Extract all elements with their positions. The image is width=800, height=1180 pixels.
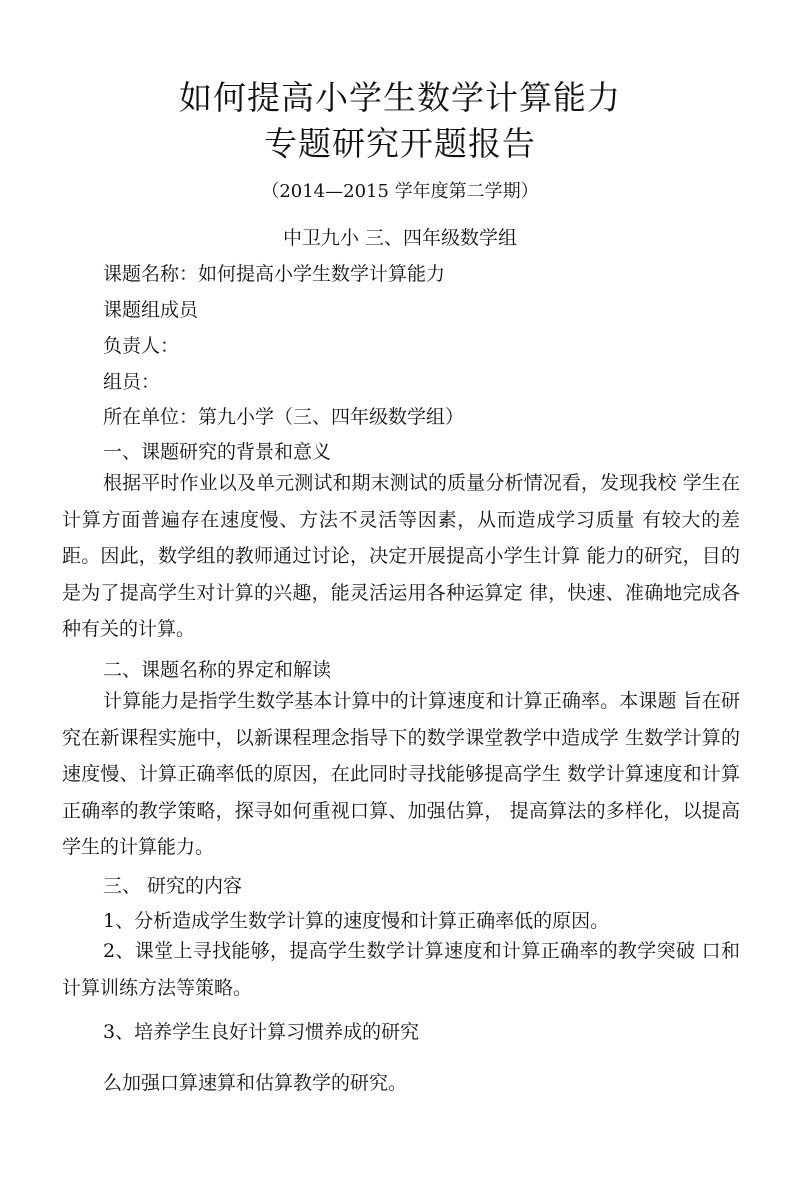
members-field: 组员： (103, 371, 161, 393)
research-group: 中卫九小 三、四年级数学组 (282, 227, 518, 249)
leader-field: 负责人： (103, 335, 180, 357)
section-1-body: 根据平时作业以及单元测试和期末测试的质量分析情况看，发现我校 学生在计算方面普遍存在速度慢、方法不灵活等因素，从而造成学习质量 有较大的差距。因此，数学组的教师通过讨论，决定开展提高小学生计算 能力的研究，目的是为了提高学生对计算的兴趣，能灵活运用各种运算定 律，快速、准确地完成各种有关的计算。 (62, 472, 740, 640)
section-1-heading: 一、课题研究的背景和意义 (103, 441, 332, 463)
members-heading: 课题组成员 (103, 299, 199, 321)
content-item-3: 3、培养学生良好计算习惯养成的研究 (103, 1021, 420, 1043)
content-item-2: 2、课堂上寻找能够，提高学生数学计算速度和计算正确率的教学突破 口和计算训练方法等策略。 (62, 940, 740, 999)
content-item-1: 1、分析造成学生数学计算的速度慢和计算正确率低的原因。 (103, 910, 610, 932)
section-2-body: 计算能力是指学生数学基本计算中的计算速度和计算正确率。本课题 旨在研究在新课程实施中，以新课程理念指导下的数学课堂教学中造成学 生数学计算的速度慢、计算正确率低的原因，在此同时寻找能够提高学生 数学计算速度和计算正确率的教学策略，探寻如何重视口算、加强估算， 提高算法的多样化，以提高学生的计算能力。 (62, 690, 740, 858)
unit-field: 所在单位：第九小学（三、四年级数学组） (103, 406, 465, 428)
section-2-heading: 二、课题名称的界定和解读 (103, 659, 332, 681)
topic-name: 课题名称：如何提高小学生数学计算能力 (103, 263, 446, 285)
content-item-4: 么加强口算速算和估算教学的研究。 (103, 1072, 408, 1094)
document-title-line-1: 如何提高小学生数学计算能力 (179, 78, 621, 117)
academic-term: （2014—2015 学年度第二学期） (261, 181, 539, 202)
document-title-line-2: 专题研究开题报告 (264, 124, 536, 163)
section-3-heading: 三、 研究的内容 (103, 875, 243, 897)
